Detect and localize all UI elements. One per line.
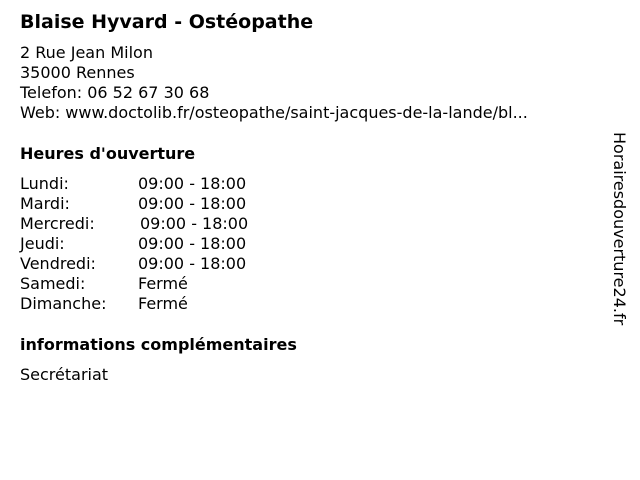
hours-row-sunday bbox=[20, 294, 590, 314]
day-label: Dimanche: bbox=[20, 294, 107, 313]
phone-number[interactable]: 06 52 67 30 68 bbox=[87, 83, 210, 102]
time-value: 09:00 - 18:00 bbox=[138, 174, 247, 193]
site-brand-text: Horairesdouverture24.fr bbox=[610, 132, 629, 326]
hours-row-monday bbox=[20, 174, 590, 194]
listing-content bbox=[20, 10, 590, 385]
day-label: Mercredi: bbox=[20, 214, 95, 233]
day-label: Vendredi: bbox=[20, 254, 96, 273]
web-label: Web: bbox=[20, 103, 61, 122]
site-brand-vertical bbox=[608, 132, 632, 376]
additional-info-heading: informations complémentaires bbox=[20, 335, 297, 354]
time-value: 09:00 - 18:00 bbox=[138, 234, 247, 253]
hours-row-tuesday bbox=[20, 194, 590, 214]
hours-row-thursday bbox=[20, 234, 590, 254]
time-value: 09:00 - 18:00 bbox=[140, 214, 249, 233]
address-street: 2 Rue Jean Milon bbox=[20, 43, 153, 62]
opening-hours-heading: Heures d'ouverture bbox=[20, 144, 196, 163]
phone-label: Telefon: bbox=[20, 83, 83, 102]
time-value: Fermé bbox=[138, 274, 188, 293]
day-label: Jeudi: bbox=[20, 234, 65, 253]
opening-hours-list bbox=[20, 174, 590, 314]
web-row bbox=[20, 103, 590, 123]
time-value: Fermé bbox=[138, 294, 188, 313]
hours-row-wednesday bbox=[20, 214, 590, 234]
additional-info-text: Secrétariat bbox=[20, 365, 109, 384]
time-value: 09:00 - 18:00 bbox=[138, 254, 247, 273]
hours-row-saturday bbox=[20, 274, 590, 294]
day-label: Samedi: bbox=[20, 274, 86, 293]
business-title: Blaise Hyvard - Ostéopathe bbox=[20, 11, 314, 33]
address-city: 35000 Rennes bbox=[20, 63, 135, 82]
day-label: Lundi: bbox=[20, 174, 69, 193]
time-value: 09:00 - 18:00 bbox=[138, 194, 247, 213]
hours-row-friday bbox=[20, 254, 590, 274]
day-label: Mardi: bbox=[20, 194, 70, 213]
website-link[interactable]: www.doctolib.fr/osteopathe/saint-jacques-de-la-lande/bl... bbox=[65, 103, 528, 122]
phone-row bbox=[20, 83, 590, 103]
